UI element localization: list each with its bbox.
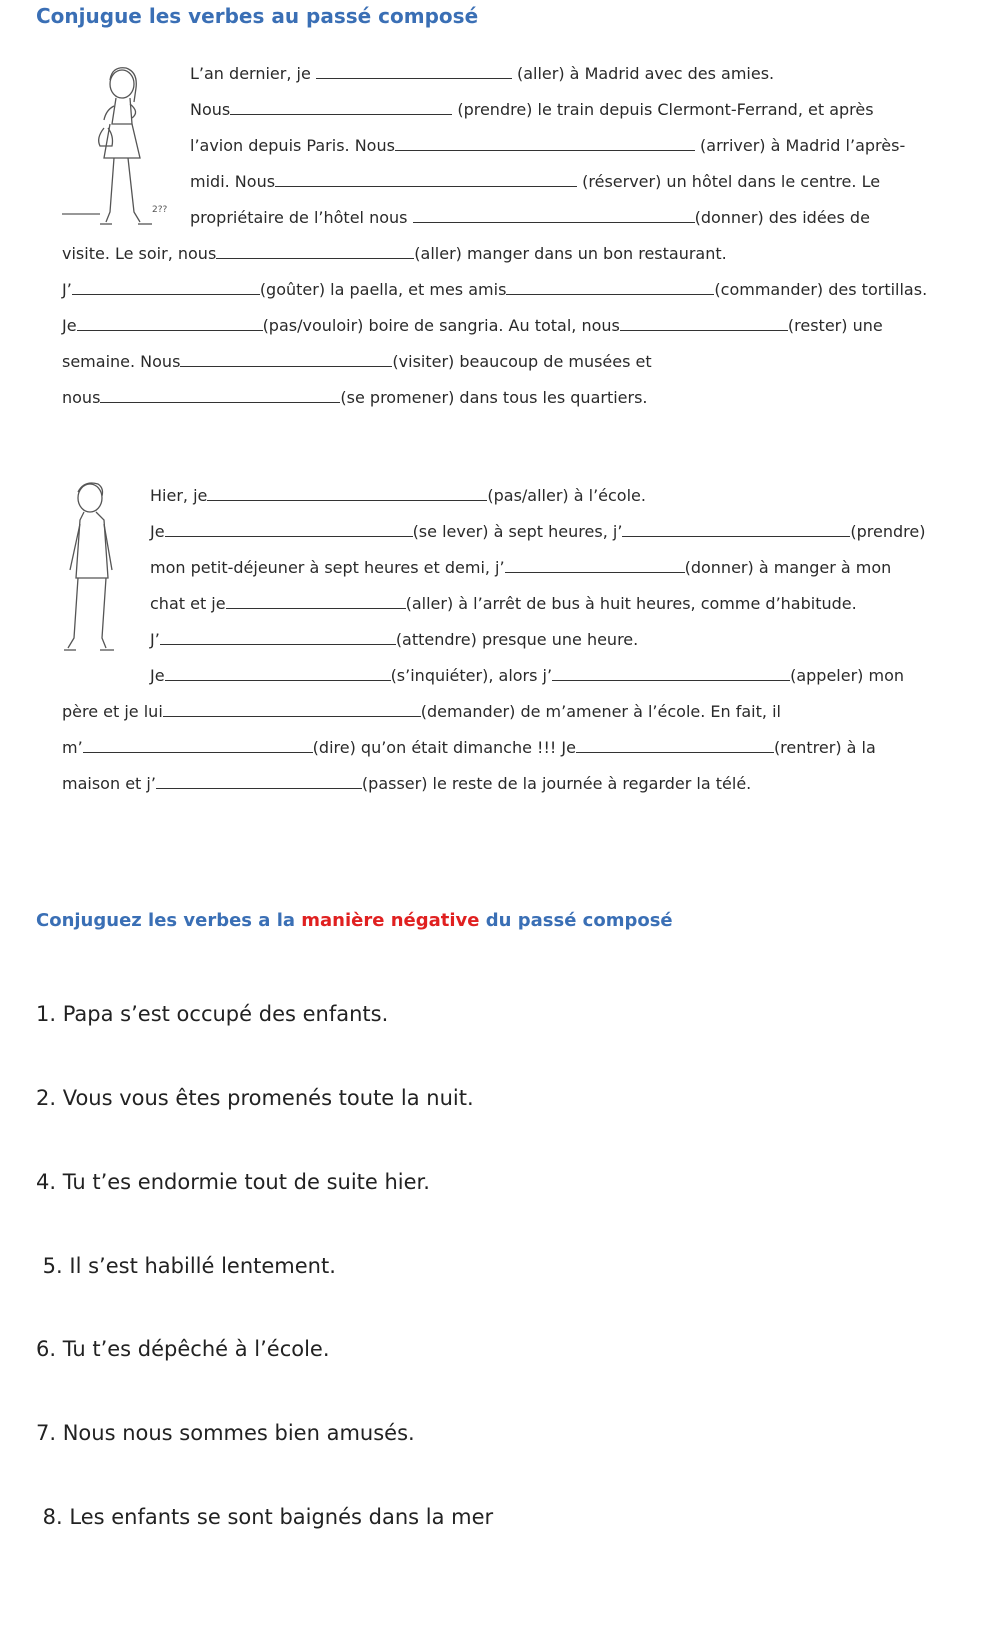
answer-blank[interactable] — [160, 629, 396, 645]
story2-line-6: Je (s’inquiéter), alors j’ (appeler) mon — [150, 666, 904, 685]
story1-line-5: propriétaire de l’hôtel nous (donner) des idées de — [190, 208, 870, 227]
story2-line-4: chat et je (aller) à l’arrêt de bus à huit heures, comme d’habitude. — [150, 594, 857, 613]
story2-line-3: mon petit-déjeuner à sept heures et demi, j’ (donner) à manger à mon — [150, 558, 892, 577]
answer-blank[interactable] — [72, 279, 260, 295]
answer-blank[interactable] — [576, 737, 774, 753]
sentence-item: 7. Nous nous sommes bien amusés. — [36, 1421, 415, 1445]
answer-blank[interactable] — [165, 521, 413, 537]
story1-line-7: J’ (goûter) la paella, et mes amis (commander) des tortillas. — [62, 280, 928, 299]
answer-blank[interactable] — [552, 665, 790, 681]
answer-blank[interactable] — [506, 279, 714, 295]
section1-title: Conjugue les verbes au passé composé — [36, 4, 479, 28]
story2-line-7: père et je lui (demander) de m’amener à l’école. En fait, il — [62, 702, 781, 721]
story2-line-9: maison et j’ (passer) le reste de la journée à regarder la télé. — [62, 774, 752, 793]
story1-line-10: nous (se promener) dans tous les quartiers. — [62, 388, 648, 407]
answer-blank[interactable] — [316, 63, 512, 79]
girl-illustration-icon — [60, 62, 178, 232]
answer-blank[interactable] — [180, 351, 392, 367]
answer-blank[interactable] — [622, 521, 850, 537]
answer-blank[interactable] — [395, 135, 695, 151]
answer-blank[interactable] — [226, 593, 406, 609]
story1-line-1: L’an dernier, je (aller) à Madrid avec des amies. — [190, 64, 775, 83]
answer-blank[interactable] — [83, 737, 313, 753]
answer-blank[interactable] — [100, 387, 340, 403]
answer-blank[interactable] — [230, 99, 452, 115]
answer-blank[interactable] — [413, 207, 695, 223]
story1-line-9: semaine. Nous (visiter) beaucoup de musées et — [62, 352, 652, 371]
answer-blank[interactable] — [275, 171, 577, 187]
story2-line-5: J’ (attendre) presque une heure. — [150, 630, 639, 649]
sentence-item: 4. Tu t’es endormie tout de suite hier. — [36, 1170, 430, 1194]
answer-blank[interactable] — [505, 557, 685, 573]
answer-blank[interactable] — [620, 315, 788, 331]
story1-line-8: Je (pas/vouloir) boire de sangria. Au total, nous (rester) une — [62, 316, 883, 335]
sentence-item: 5. Il s’est habillé lentement. — [36, 1254, 336, 1278]
story1-line-4: midi. Nous (réserver) un hôtel dans le centre. Le — [190, 172, 881, 191]
sentence-item: 6. Tu t’es dépêché à l’école. — [36, 1337, 330, 1361]
svg-text:2??: 2?? — [152, 205, 168, 215]
answer-blank[interactable] — [163, 701, 421, 717]
story1-line-2: Nous (prendre) le train depuis Clermont-Ferrand, et après — [190, 100, 874, 119]
answer-blank[interactable] — [216, 243, 414, 259]
story1-line-3: l’avion depuis Paris. Nous (arriver) à Madrid l’après- — [190, 136, 906, 155]
story2-line-8: m’ (dire) qu’on était dimanche !!! Je (rentrer) à la — [62, 738, 876, 757]
answer-blank[interactable] — [165, 665, 391, 681]
sentence-item: 2. Vous vous êtes promenés toute la nuit. — [36, 1086, 474, 1110]
sentence-item: 1. Papa s’est occupé des enfants. — [36, 1002, 389, 1026]
answer-blank[interactable] — [77, 315, 263, 331]
story2-line-1: Hier, je (pas/aller) à l’école. — [150, 486, 646, 505]
story2-line-2: Je (se lever) à sept heures, j’ (prendre) — [150, 522, 926, 541]
answer-blank[interactable] — [156, 773, 362, 789]
answer-blank[interactable] — [207, 485, 487, 501]
story1-line-6: visite. Le soir, nous (aller) manger dans un bon restaurant. — [62, 244, 727, 263]
boy-illustration-icon — [62, 478, 152, 668]
section2-title: Conjuguez les verbes a la manière négative du passé composé — [36, 910, 673, 931]
negative-highlight: manière négative — [301, 910, 480, 931]
sentence-item: 8. Les enfants se sont baignés dans la mer — [36, 1505, 494, 1529]
